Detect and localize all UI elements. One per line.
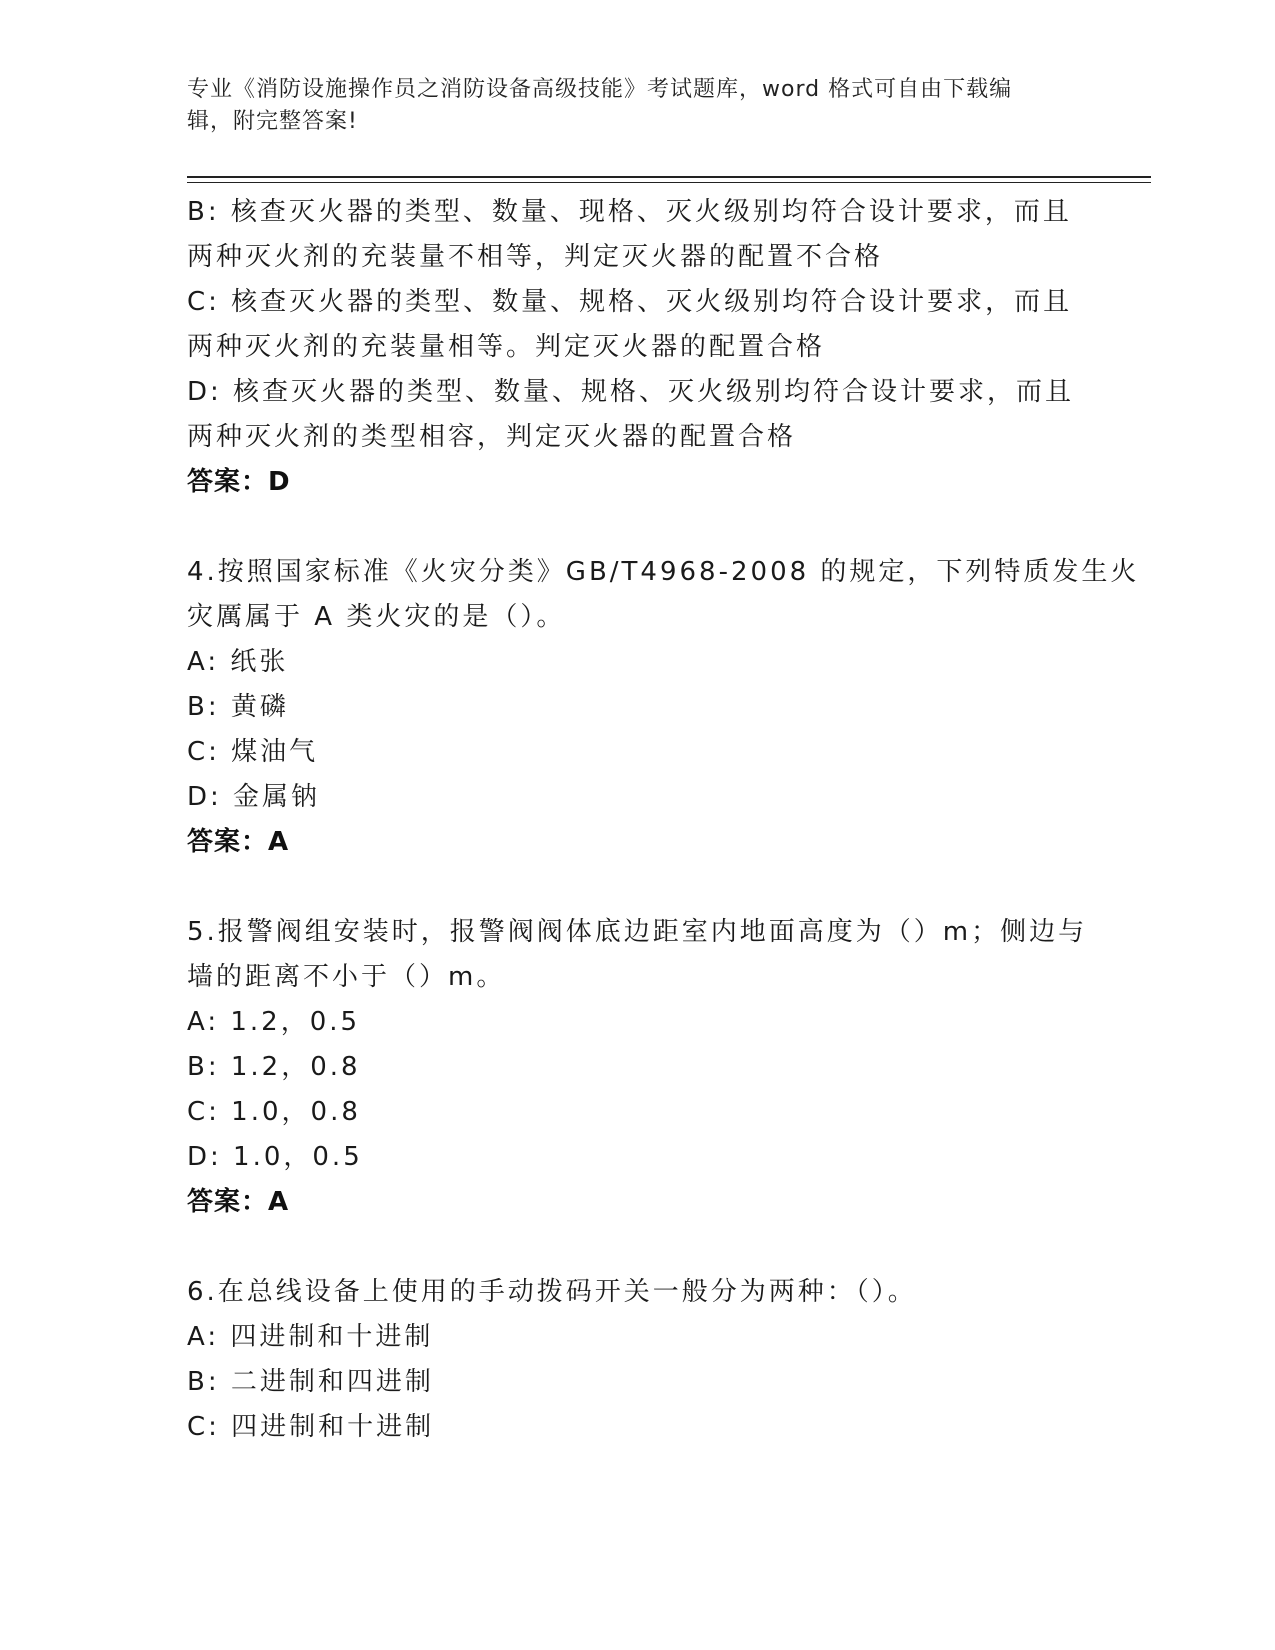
header-line-1: 专业《消防设施操作员之消防设备高级技能》考试题库，word 格式可自由下载编 <box>187 77 1013 102</box>
question-stem-line-1: 4.按照国家标准《火灾分类》GB/T4968-2008 的规定，下列特质发生火 <box>187 557 1140 587</box>
question-stem-line-2: 墙的距离不小于（）m。 <box>187 962 506 992</box>
answer-text: 答案：A <box>187 827 290 857</box>
option-a: A: 1.2，0.5 <box>187 1007 361 1037</box>
option-c-line-1: C: 核查灭火器的类型、数量、规格、灭火级别均符合设计要求，而且 <box>187 287 1073 317</box>
question-5 <box>187 910 1087 1225</box>
question-stem-line-1: 5.报警阀组安装时，报警阀阀体底边距室内地面高度为（）m；侧边与 <box>187 917 1088 947</box>
option-d-line-2: 两种灭火剂的类型相容，判定灭火器的配置合格 <box>187 422 797 452</box>
question-4 <box>187 550 1140 865</box>
option-b-line-1: B: 核查灭火器的类型、数量、现格、灭火级别均符合设计要求，而且 <box>187 197 1072 227</box>
option-c-line-2: 两种灭火剂的充装量相等。判定灭火器的配置合格 <box>187 332 826 362</box>
option-d: D: 1.0，0.5 <box>187 1142 363 1172</box>
question-stem-line-2: 灾厲属于 A 类火灾的是（）。 <box>187 602 566 632</box>
header-rule-thin <box>187 182 1151 183</box>
option-b: B: 黄磷 <box>187 692 289 722</box>
option-d-line-1: D: 核查灭火器的类型、数量、规格、灭火级别均符合设计要求，而且 <box>187 377 1075 407</box>
document-header <box>187 74 1087 138</box>
answer-text: 答案：D <box>187 467 291 497</box>
question-stem-line-1: 6.在总线设备上使用的手动拨码开关一般分为两种：（）。 <box>187 1277 917 1307</box>
option-a: A: 纸张 <box>187 647 289 677</box>
answer-text: 答案：A <box>187 1187 290 1217</box>
option-a: A: 四进制和十进制 <box>187 1322 434 1352</box>
spacer <box>187 865 1087 910</box>
option-b: B: 1.2，0.8 <box>187 1052 361 1082</box>
option-c: C: 1.0，0.8 <box>187 1097 361 1127</box>
option-b-line-2: 两种灭火剂的充装量不相等，判定灭火器的配置不合格 <box>187 242 884 272</box>
option-c: C: 四进制和十进制 <box>187 1412 435 1442</box>
header-rule-thick <box>187 176 1151 178</box>
option-c: C: 煤油气 <box>187 737 319 767</box>
question-3-continued <box>187 190 1087 505</box>
option-d: D: 金属钠 <box>187 782 321 812</box>
question-6 <box>187 1270 1087 1450</box>
spacer <box>187 1225 1087 1270</box>
option-b: B: 二进制和四进制 <box>187 1367 434 1397</box>
question-list <box>187 190 1140 1450</box>
header-line-2: 辑，附完整答案! <box>187 109 358 134</box>
spacer <box>187 505 1087 550</box>
